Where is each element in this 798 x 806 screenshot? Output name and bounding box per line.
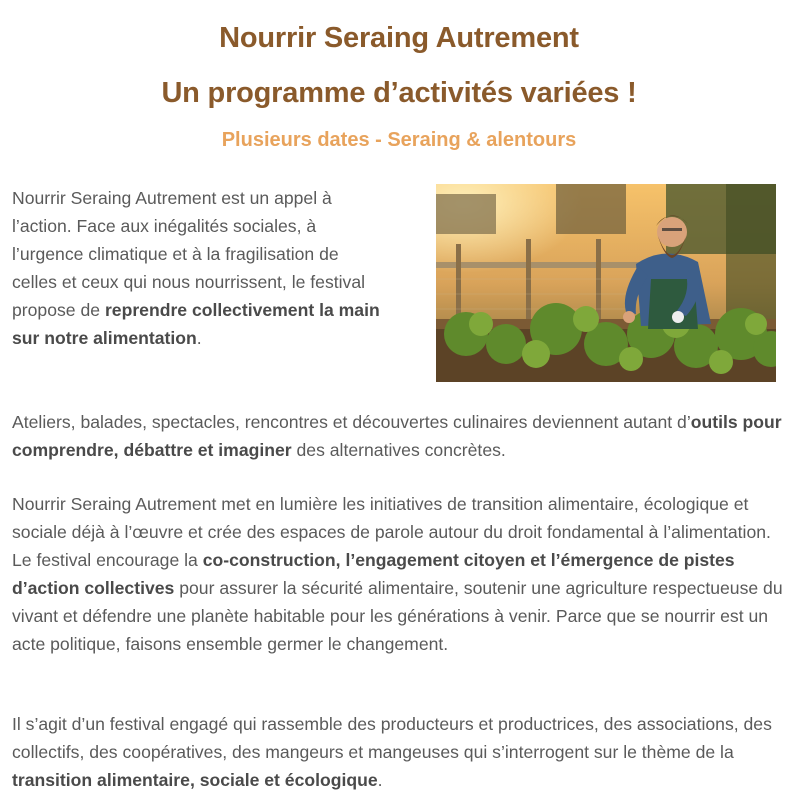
festival-text: Il s’agit d’un festival engagé qui rassemble des producteurs et productrices, des associations, des collectifs, des coopératives, des mangeurs et mangeuses qui s’interrogent sur le thème de la [12, 714, 772, 762]
activities-bold: outils pour comprendre, débattre et imaginer [12, 412, 782, 460]
initiatives-text: Nourrir Seraing Autrement met en lumière les initiatives de transition alimentaire, écologique et sociale déjà à l’œuvre et crée des espaces de parole autour du droit fondamental à l’alimentation. Le festival encourage la [12, 494, 771, 570]
initiatives-bold: co-construction, l’engagement citoyen et l’émergence de pistes d’action collectives [12, 550, 735, 598]
activities-end: des alternatives concrètes. [291, 440, 506, 460]
festival-paragraph [12, 710, 792, 794]
page-title: Nourrir Seraing Autrement [219, 22, 579, 54]
activities-text: Ateliers, balades, spectacles, rencontres et découvertes culinaires deviennent autant d’ [12, 412, 691, 432]
dates-location-subtitle: Plusieurs dates - Seraing & alentours [221, 129, 577, 151]
gardener-photo [436, 184, 776, 382]
garden-image [436, 184, 776, 382]
festival-bold: transition alimentaire, sociale et écologique [12, 770, 378, 790]
initiatives-paragraph [12, 490, 792, 658]
initiatives-end: pour assurer la sécurité alimentaire, soutenir une agriculture respectueuse du vivant et défendre une planète habitable pour les générations à venir. Parce que se nourrir est un acte politique, faisons ensemble germer le changement. [12, 578, 783, 654]
activities-paragraph [12, 408, 792, 464]
page-subtitle-heading: Un programme d’activités variées ! [161, 77, 637, 109]
intro-text: Nourrir Seraing Autrement est un appel à l’action. Face aux inégalités sociales, à l’urgence climatique et à la fragilisation de celles et ceux qui nous nourrissent, le festival propose de [12, 188, 366, 320]
festival-end: . [377, 770, 383, 790]
intro-bold: reprendre collectivement la main sur notre alimentation [12, 300, 380, 348]
intro-paragraph [12, 184, 382, 352]
intro-end: . [196, 328, 202, 348]
